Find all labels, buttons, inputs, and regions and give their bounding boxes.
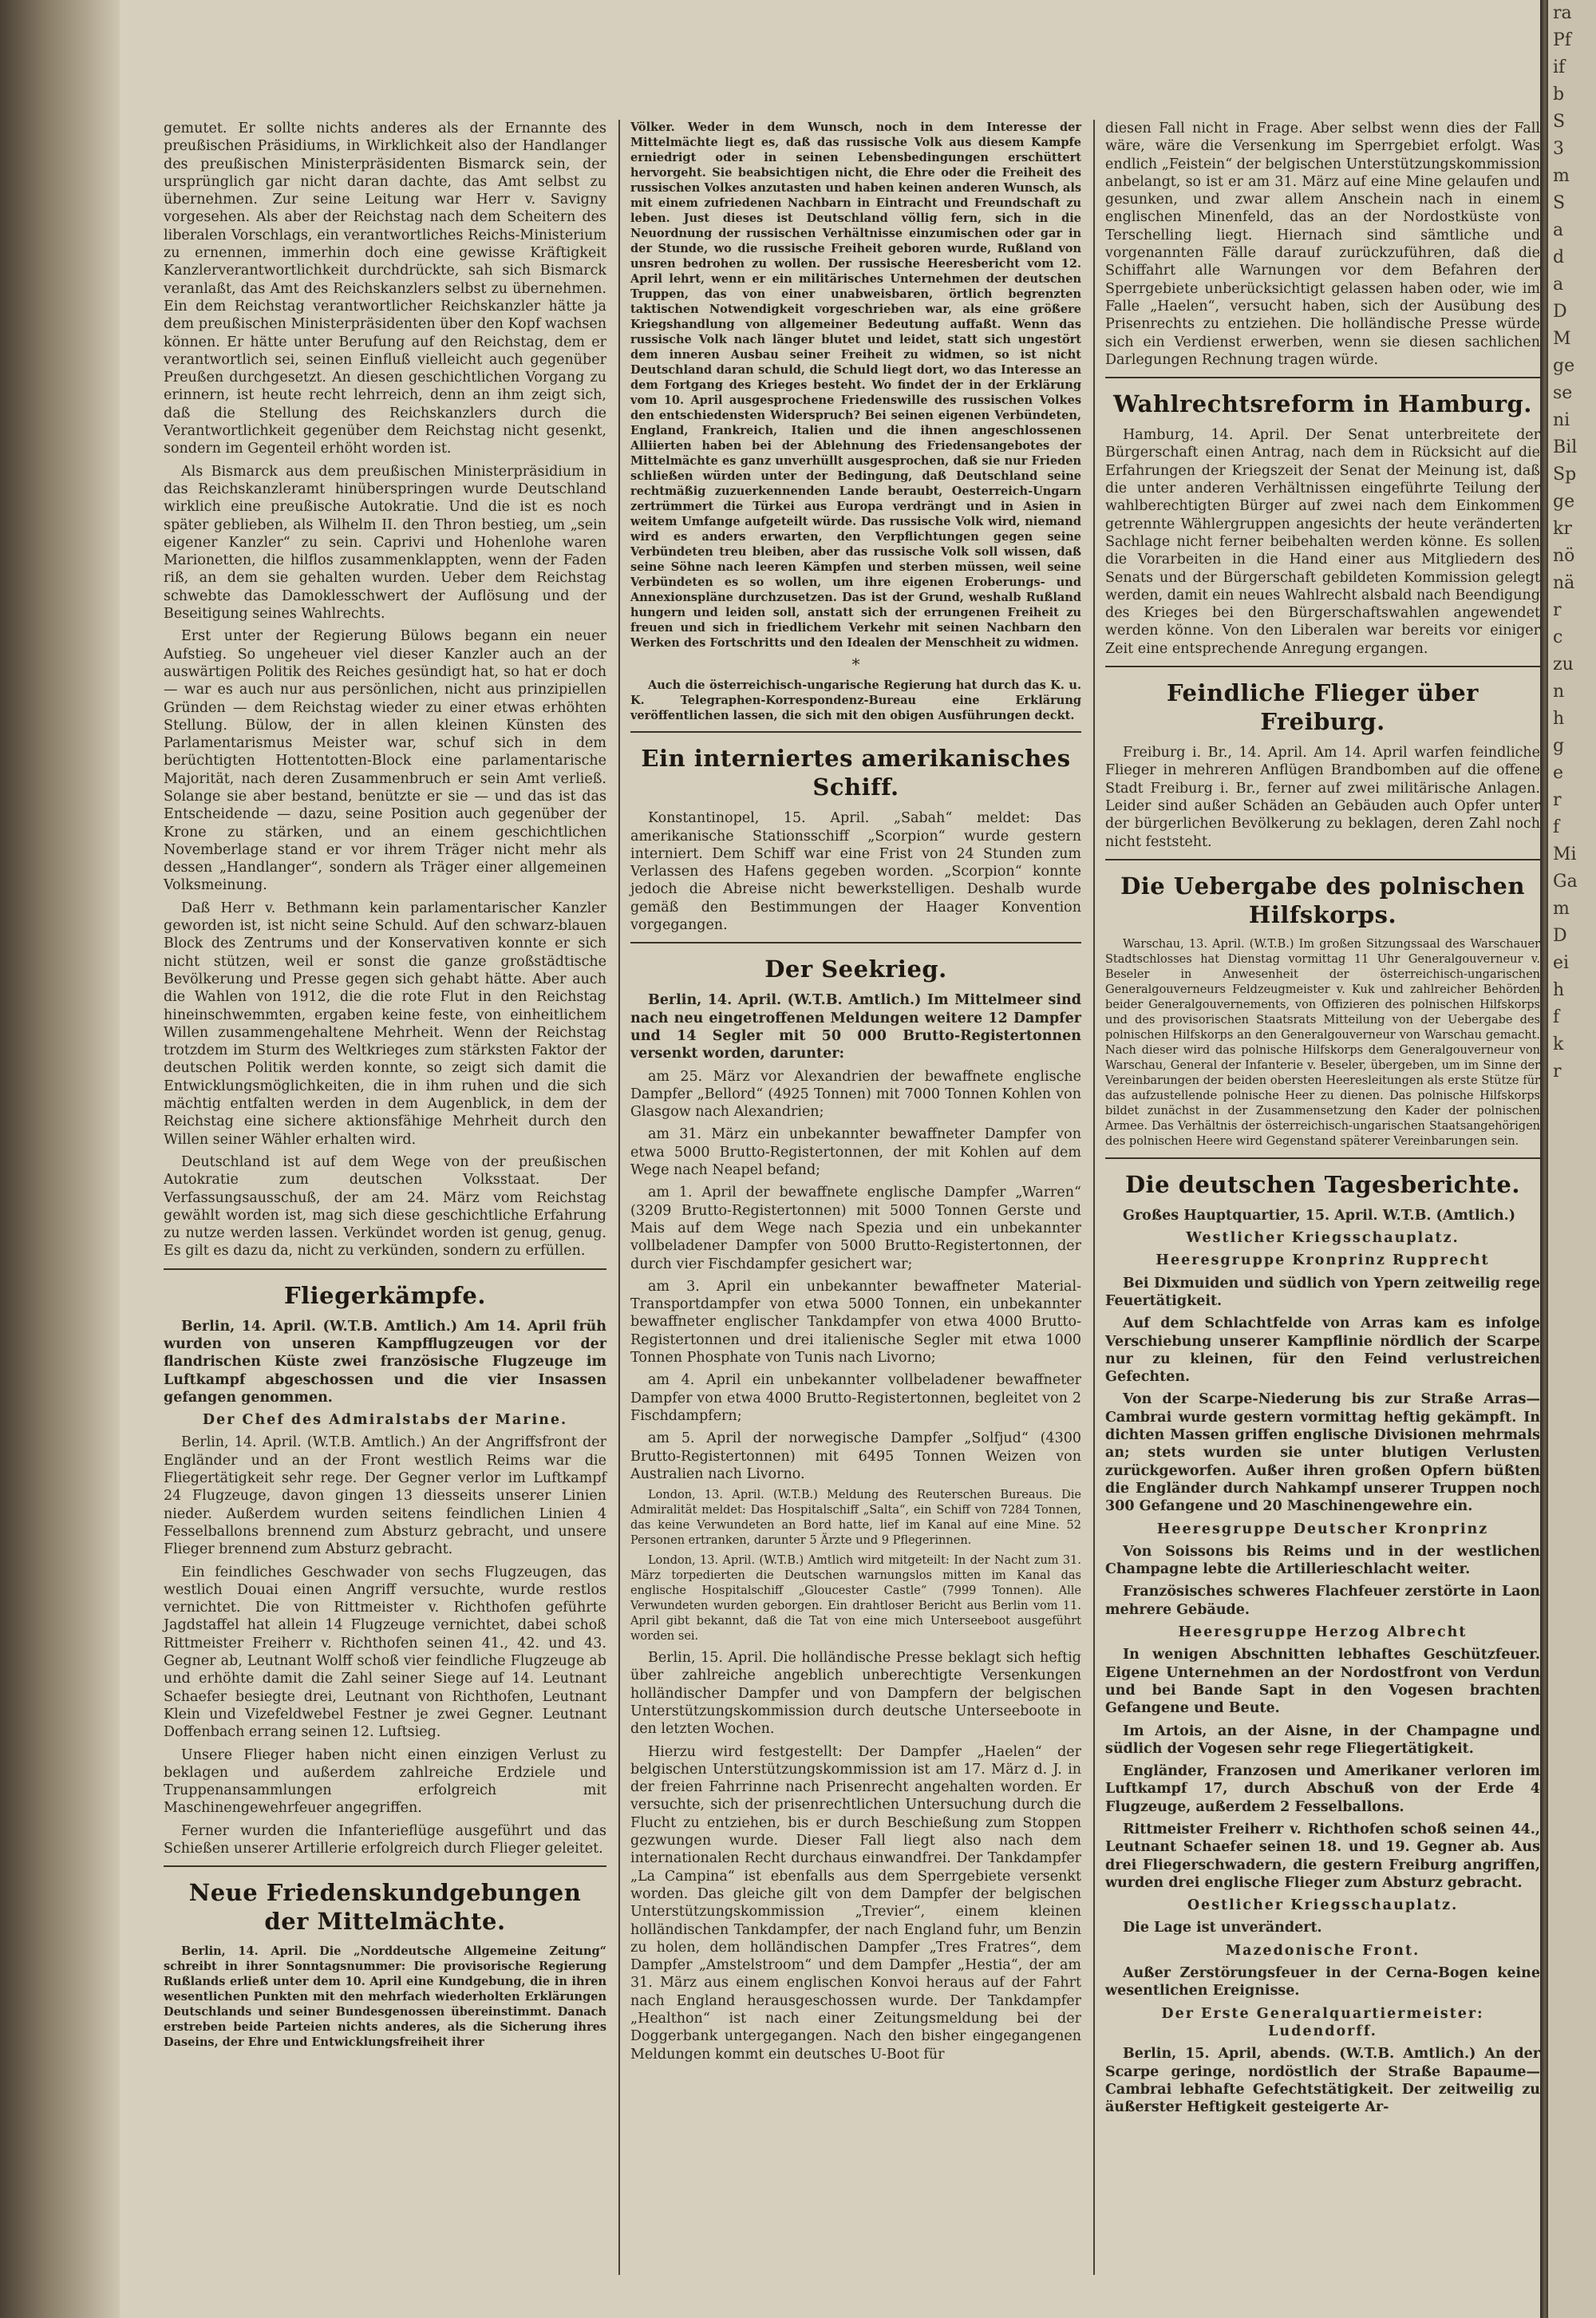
- report-item: Rittmeister Freiherr v. Richthofen schoß seinen 44., Leutnant Schaefer seinen 18. und 19. Gegner ab. Aus drei Fliegerschwadern, die gestern Freiburg angriffen, wurden drei englische Flieger zum Absturz gebracht.: [1105, 1822, 1540, 1891]
- edge-fragment: f: [1553, 1007, 1560, 1027]
- news-item: London, 13. April. (W.T.B.) Amtlich wird mitgeteilt: In der Nacht zum 31. März torpedierten die Deutschen warnungslos mitten im Kanal das englische Hospitalschiff „Gloucester Castle“ (7999 Tonnen). Alle Verwundeten wurden geborgen. Ein drahtloser Bericht aus Berlin vom 11. April gibt bekannt, daß die Tat von eine mich Unterseeboot ausgeführt worden sei.: [630, 1554, 1081, 1644]
- edge-fragment: S: [1553, 193, 1566, 213]
- edge-fragment: f: [1553, 817, 1560, 837]
- column-3: [1105, 120, 1540, 2121]
- edge-fragment: r: [1553, 790, 1562, 810]
- adjacent-page-fragments: [1548, 0, 1596, 1086]
- edge-fragment: m: [1553, 899, 1570, 919]
- news-item: am 31. März ein unbekannter bewaffneter Dampfer von etwa 5000 Brutto-Registertonnen, der mit Kohlen auf dem Wege nach Neapel befand;: [630, 1126, 1081, 1179]
- edge-fragment: e: [1553, 763, 1564, 783]
- news-item: Unsere Flieger haben nicht einen einzigen Verlust zu beklagen und außerdem zahlreiche Erdziele und Truppenansammlungen erfolgreich mit Maschinengewehrfeuer angegriffen.: [164, 1746, 606, 1817]
- report-subheading: Heeresgruppe Herzog Albrecht: [1178, 1624, 1468, 1641]
- news-item: Freiburg i. Br., 14. April. Am 14. April warfen feindliche Flieger in mehreren Anflügen Brandbomben auf die offene Stadt Freiburg i. Br., ferner auf zwei militärische Anlagen. Leider sind außer Schäden an Gebäuden auch Opfer unter der bürgerlichen Bevölkerung zu beklagen, deren Zahl noch nicht feststeht.: [1105, 745, 1540, 850]
- edge-fragment: Pf: [1553, 30, 1571, 50]
- headline-friedenskundgebungen: Neue Friedenskundgebungen der Mittelmächte.: [188, 1879, 582, 1936]
- article-paragraph: Als Bismarck aus dem preußischen Ministerpräsidium in das Reichskanzleramt hinüberspringen wurde Deutschland wirklich eine preußische Autokratie. Und die ist es noch später geblieben, als Wilhelm II. den Thron bestieg, um „sein eigener Kanzler“ zu sein. Caprivi und Hohenlohe waren Marionetten, die hilflos zusammenklappten, wenn der Faden riß, an dem sie gehalten wurden. Ueber dem Reichstag schwebte das Damoklesschwert der Auflösung und der Beseitigung seines Wahlrechts.: [164, 463, 606, 623]
- report-item: Im Artois, an der Aisne, in der Champagne und südlich der Vogesen sehr rege Fliegertätigkeit.: [1105, 1723, 1540, 1757]
- news-item: London, 13. April. (W.T.B.) Meldung des Reuterschen Bureaus. Die Admiralität meldet: Das Hospitalschiff „Salta“, ein Schiff von 7284 Tonnen, das keine Verwundeten an Bord hatte, lief im Kanal auf eine Mine. 52 Personen ertranken, darunter 5 Ärzte und 9 Pflegerinnen.: [630, 1489, 1081, 1548]
- section-divider: [1105, 859, 1540, 860]
- edge-fragment: S: [1553, 112, 1566, 132]
- news-item: am 3. April ein unbekannter bewaffneter Material-Transportdampfer von etwa 5000 Tonnen, ein unbekannter bewaffneter englischer Tankdampfer von etwa 4000 Brutto-Registertonnen und drei italienische Segler mit etwa 1000 Tonnen Phosphate von Tunis nach Livorno;: [630, 1278, 1081, 1367]
- edge-fragment: 3: [1553, 139, 1564, 159]
- news-item: Berlin, 14. April. Die „Norddeutsche Allgemeine Zeitung“ schreibt in ihrer Sonntagsnummer: Die provisorische Regierung Rußlands erließ unter dem 10. April eine Kundgebung, die in ihren wesentlichen Punkten mit den mehrfach wiederholten Erklärungen Deutschlands und seiner Bundesgenossen übereinstimmt. Danach erstreben beide Parteien nichts anderes, als die Sicherung ihres Daseins, der Ehre und Entwicklungsfreiheit ihrer: [164, 1944, 606, 2050]
- edge-fragment: nä: [1553, 573, 1575, 593]
- report-subheading: Heeresgruppe Kronprinz Rupprecht: [1156, 1252, 1490, 1269]
- edge-fragment: d: [1553, 247, 1565, 267]
- news-item: Berlin, 14. April. (W.T.B. Amtlich.) An der Angriffsfront der Engländer und an der Front westlich Reims war die Fliegertätigkeit sehr rege. Der Gegner verlor im Luftkampf 24 Flugzeuge, davon gingen 13 diesseits unserer Linien nieder. Außerdem wurden seitens feindlichen Linien 4 Fesselballons brennend zum Absturz gebracht, und unsere Flieger brennend zum Absturz gebracht.: [164, 1434, 606, 1558]
- edge-fragment: Ga: [1553, 872, 1578, 892]
- edge-fragment: h: [1553, 980, 1565, 1000]
- signature: Der Chef des Admiralstabs der Marine.: [202, 1412, 568, 1429]
- news-item: Berlin, 14. April. (W.T.B. Amtlich.) Am 14. April früh wurden von unseren Kampfflugzeugen vor der flandrischen Küste zwei französische Flugzeuge im Luftkampf abgeschossen und die vier Insassen gefangen genommen.: [164, 1318, 606, 1406]
- edge-fragment: Sp: [1553, 465, 1577, 485]
- headline-seekrieg: Der Seekrieg.: [764, 955, 947, 983]
- headline-flieger-freiburg: Feindliche Flieger über Freiburg.: [1167, 679, 1479, 736]
- edge-fragment: ei: [1553, 953, 1570, 973]
- column-2: [630, 120, 1081, 2068]
- section-divider: [630, 942, 1081, 943]
- headline-polnisches-hilfskorps: Die Uebergabe des polnischen Hilfskorps.: [1120, 872, 1525, 928]
- edge-fragment: ge: [1553, 356, 1575, 376]
- report-item: Bei Dixmuiden und südlich von Ypern zeitweilig rege Feuertätigkeit.: [1105, 1275, 1540, 1309]
- news-item: am 4. April ein unbekannter vollbeladener bewaffneter Dampfer von etwa 4000 Brutto-Registertonnen, begleitet von 2 Fischdampfern;: [630, 1372, 1081, 1424]
- edge-fragment: c: [1553, 627, 1563, 647]
- report-subheading: Westlicher Kriegsschauplatz.: [1186, 1230, 1460, 1247]
- edge-fragment: se: [1553, 383, 1573, 403]
- headline-wahlrechtsreform: Wahlrechtsreform in Hamburg.: [1113, 390, 1532, 418]
- report-item: Außer Zerstörungsfeuer in der Cerna-Bogen keine wesentlichen Ereignisse.: [1105, 1965, 1540, 2000]
- edge-fragment: Bil: [1553, 437, 1578, 457]
- column-rule: [618, 120, 620, 2275]
- column-1: [164, 120, 606, 2055]
- section-divider: [164, 1865, 606, 1867]
- edge-fragment: b: [1553, 85, 1565, 105]
- report-item: Französisches schweres Flachfeuer zerstörte in Laon mehrere Gebäude.: [1105, 1584, 1540, 1618]
- signature: Der Erste Generalquartiermeister: Ludendorff.: [1161, 2005, 1484, 2039]
- edge-fragment: ra: [1553, 3, 1572, 23]
- report-item: Von der Scarpe-Niederung bis zur Straße Arras—Cambrai wurde gestern vormittag heftig gekämpft. In dichten Massen griffen englische Divisionen mehrmals an; stets wurden sie unter blutigen Verlusten zurückgeworfen. Außer ihren großen Opfern büßten die Engländer durch Nahkampf unserer Truppen noch 300 Gefangene und 20 Maschinengewehre ein.: [1105, 1391, 1540, 1515]
- article-paragraph: Erst unter der Regierung Bülows begann ein neuer Aufstieg. So ungeheuer viel dieser Kanzler auch an der auswärtigen Politik des Reiches gesündigt hat, so hat er doch — war es auch nur aus persönlichen, nicht aus prinzipiellen Gründen — dem Reichstag wieder zu einer etwas erhöhten Stellung. Bülow, der in allen kleinen Künsten des Parlamentarismus Meister war, schuf sich in dem berüchtigten Hottentotten-Block eine parlamentarische Majorität, nach deren Zusammenbruch er sein Amt verließ. Solange sie aber bestand, benützte er sie — und das ist das Entscheidende — dazu, seine Position auch gegenüber der Krone zu stärken, und an einem geschichtlichen Novemberlage stand er vor ihrem Träger nicht mehr als dessen „Handlanger“, sondern als Träger einer allgemeinen Volksmeinung.: [164, 628, 606, 894]
- page-binding: [0, 0, 120, 2318]
- report-dateline: Großes Hauptquartier, 15. April. W.T.B. (Amtlich.): [1123, 1207, 1516, 1224]
- article-paragraph: Völker. Weder in dem Wunsch, noch in dem Interesse der Mittelmächte liegt es, daß das russische Volk aus diesem Kampfe erniedrigt oder in seinen Lebensbedingungen erschüttert hervorgeht. Sie beabsichtigen nicht, die Ehre oder die Freiheit des russischen Volkes anzutasten und haben keinen anderen Wunsch, als mit einem zufriedenen Nachbarn in Eintracht und Freundschaft zu leben. Just dieses ist Deutschland völlig fern, sich in die Neuordnung der russischen Verhältnisse einzumischen oder gar in der Stunde, wo die russische Freiheit geboren wurde, Rußland von unsren bedrohen zu wollen. Der russische Heeresbericht vom 12. April lehrt, wenn er ein militärisches Unternehmen der deutschen Truppen, das von einer unabweisbaren, örtlich begrenzten taktischen Notwendigkeit vorgeschrieben war, als eine größere Kriegshandlung von allgemeiner Bedeutung auffaßt. Wenn das russische Volk nach länger blutet und leidet, statt sich ungestört dem inneren Ausbau seiner Freiheit zu widmen, so ist nicht Deutschland daran schuld, die Schuld liegt dort, wo das Interesse an dem Fortgang des Krieges besteht. Wo findet der in der Erklärung vom 10. April ausgesprochene Friedenswille des russischen Volkes den entschiedensten Widerspruch? Bei seinen eigenen Verbündeten, England, Frankreich, Italien und die ihnen angeschlossenen Alliierten haben bei der Ablehnung des Friedensangebotes der Mittelmächte es ganz unverhüllt ausgesprochen, daß sie nur Frieden schließen würden unter der Bedingung, daß Deutschland seine rechtmäßig zuzuerkennenden Lande beraubt, Oesterreich-Ungarn zertrümmert die Türkei aus Europa verdrängt und in Asien in weitem Umfange aufgeteilt würde. Das russische Volk wird, niemand wird es anders erwarten, den Verpflichtungen gegen seine Verbündeten treu bleiben, aber das russische Volk soll wissen, daß seine Söhne nach leeren Kämpfen und sterben müssen, weil seine Verbündeten es so wollen, um ihre eigenen Eroberungs- und Annexionspläne durchzusetzen. Das ist der Grund, weshalb Rußland hungern und leiden soll, anstatt sich der errungenen Freiheit zu freuen und sich in friedlichem Verkehr mit seinen Nachbarn den Werken des Fortschritts und den Idealen der Menschheit zu widmen.: [630, 121, 1081, 650]
- edge-fragment: ge: [1553, 492, 1575, 512]
- article-paragraph: Deutschland ist auf dem Wege von der preußischen Autokratie zum deutschen Volksstaat. Der Verfassungsausschuß, der am 24. März vom Reichstag gewählt worden ist, mag sich diese geschichtliche Erfahrung zu nutze werden lassen. Verkündet worden ist genug, genug. Es gilt es dazu da, nicht zu verkünden, sondern zu erfüllen.: [164, 1153, 606, 1260]
- edge-fragment: r: [1553, 600, 1562, 620]
- edge-fragment: a: [1553, 275, 1564, 295]
- edge-fragment: a: [1553, 220, 1564, 240]
- report-subheading: Oestlicher Kriegsschauplatz.: [1187, 1897, 1459, 1914]
- report-item: Die Lage ist unverändert.: [1123, 1920, 1322, 1936]
- edge-fragment: D: [1553, 926, 1567, 946]
- page-gutter: [1540, 0, 1548, 2318]
- news-item: am 5. April der norwegische Dampfer „Solfjud“ (4300 Brutto-Registertonnen) mit 6495 Tonnen Weizen von Australien nach Livorno.: [630, 1430, 1081, 1482]
- headline-fliegerkaempfe: Fliegerkämpfe.: [284, 1281, 486, 1309]
- news-item: Ein feindliches Geschwader von sechs Flugzeugen, das westlich Douai einen Angriff versuchte, wurde restlos vernichtet. Die von Rittmeister v. Richthofen geführte Jagdstaffel hat allein 14 Flugzeuge vernichtet, dabei schoß Rittmeister Freiherr v. Richthofen seinen 41., 42. und 43. Gegner ab, Leutnant Wolff schoß vier feindliche Flugzeuge ab und erhöhte damit die Zahl seiner Siege auf 14. Leutnant Schaefer besiegte drei, Leutnant von Richthofen, Leutnant Klein und Vizefeldwebel Festner je zwei Gegner. Leutnant Doffenbach errang seinen 12. Luftsieg.: [164, 1564, 606, 1741]
- report-item: In wenigen Abschnitten lebhaftes Geschützfeuer. Eigene Unternehmen an der Nordostfront von Verdun und bei Bande Sapt in den Vogesen brachten Gefangene und Beute.: [1105, 1647, 1540, 1717]
- article-paragraph: gemutet. Er sollte nichts anderes als der Ernannte des preußischen Präsidiums, in Wirklichkeit also der Handlanger des preußischen Ministerpräsidenten Bismarck sein, der ursprünglich gar nicht daran dachte, das Amt selbst zu übernehmen. Zur seine Leitung war Herr v. Savigny vorgesehen. Als aber der Reichstag nach dem Scheitern des liberalen Vorschlags, ein verantwortliches Reichs-Ministerium zu ernennen, immerhin doch eine gewisse Kräftigkeit Kanzlerverantwortlichkeit durchdrückte, sah sich Bismarck veranlaßt, das Amt des Reichskanzlers selbst zu übernehmen. Ein dem Reichstag verantwortlicher Reichskanzler hätte ja dem preußischen Ministerpräsidenten über den Kopf wachsen können. Er hätte unter Berufung auf den Reichstag, dem er verantwortlich sei, seinen Einfluß vielleicht auch gegenüber Preußen durchgesetzt. An diesen geschichtlichen Vorgang zu erinnern, ist heute recht lehrreich, denn an ihm zeigt sich, daß die Stellung des Reichskanzlers durch die Verantwortlichkeit gegenüber dem Reichstag nicht gesenkt, sondern im Gegenteil erhöht worden ist.: [164, 121, 606, 457]
- edge-fragment: h: [1553, 709, 1565, 729]
- headline-tagesberichte: Die deutschen Tagesberichte.: [1125, 1170, 1520, 1198]
- news-item: Warschau, 13. April. (W.T.B.) Im großen Sitzungssaal des Warschauer Stadtschlosses hat Dienstag vormittag 11 Uhr Generalgouverneur v. Beseler in Anwesenheit der österreichisch-ungarischen Generalgouverneurs Feldzeugmeister v. Kuk und zahlreicher Behörden beider Generalgouvernements, von Offizieren des polnischen Hilfskorps und des provisorischen Staatsrats Mitteilung von der Uebergabe des polnischen Hilfskorps an den Generalgouverneur von Warschau gemacht. Nach dieser wird das polnische Hilfskorps dem Generalgouverneur von Warschau, General der Infanterie v. Beseler, übergeben, um im Sinne der Vereinbarungen der beiden obersten Heeresleitungen als erste Stütze für das aufzustellende polnische Heer zu dienen. Das polnische Hilfskorps bildet zunächst in der Zusammensetzung den Kader der polnischen Armee. Das Verhältnis der österreichisch-ungarischen Staatsangehörigen des polnischen Heere wird Gegenstand späterer Vereinbarungen sein.: [1105, 937, 1540, 1148]
- section-divider: [630, 731, 1081, 733]
- news-item: Konstantinopel, 15. April. „Sabah“ meldet: Das amerikanische Stationsschiff „Scorpion“ wurde gestern interniert. Dem Schiff war eine Frist von 24 Stunden zum Verlassen des Hafens gegeben worden. „Scorpion“ konnte jedoch die Abreise nicht bewerkstelligen. Deshalb wurde gemäß den Bestimmungen der Haager Konvention vorgegangen.: [630, 810, 1081, 934]
- report-item: Von Soissons bis Reims und in der westlichen Champagne lebte die Artillerieschlacht weiter.: [1105, 1543, 1540, 1578]
- report-item: Engländer, Franzosen und Amerikaner verloren im Luftkampf 17, durch Abschuß von der Erde 4 Flugzeuge, außerdem 2 Fesselballons.: [1105, 1763, 1540, 1815]
- edge-fragment: M: [1553, 329, 1571, 349]
- edge-fragment: m: [1553, 166, 1570, 186]
- news-item: Hierzu wird festgestellt: Der Dampfer „Haelen“ der belgischen Unterstützungskommission ist am 17. März d. J. in der freien Fahrrinne nach Prisenrecht angehalten worden. Er versuchte, sich der prisenrechtlichen Untersuchung durch die Flucht zu entziehen, bis er durch Beschießung zum Stoppen gezwungen wurde. Dieser Fall liegt also nach dem internationalen Recht durchaus einwandfrei. Der Tankdampfer „La Campina“ ist ebenfalls aus dem Sperrgebiete versenkt worden. Das gleiche gilt von dem Dampfer der belgischen Unterstützungskommission „Trevier“, einem kleinen holländischen Tankdampfer, der nach England fuhr, um Benzin zu holen, dem holländischen Dampfer „Tres Fratres“, dem Dampfer „Amstelstroom“ und dem Dampfer „Hestia“, der am 31. März aus einem englischen Konvoi heraus auf der Fahrt nach England herausgeschossen wurde. Der Tankdampfer „Healthon“ ist nach einer Zeitungsmeldung bei der Doggerbank untergegangen. Nach den bisher eingegangenen Meldungen kommt ein deutsches U-Boot für: [630, 1743, 1081, 2063]
- edge-fragment: Mi: [1553, 845, 1577, 864]
- news-item: am 25. März vor Alexandrien der bewaffnete englische Dampfer „Bellord“ (4925 Tonnen) mit 7000 Tonnen Kohlen von Glasgow nach Alexandrien;: [630, 1068, 1081, 1121]
- news-item: Hamburg, 14. April. Der Senat unterbreitete der Bürgerschaft einen Antrag, nach dem in Rücksicht auf die Erfahrungen der Kriegszeit der Senat der Meinung ist, daß die unter anderen Verhältnissen eingeführte Teilung der wahlberechtigten Bürger auf zwei nach dem Einkommen getrennte Wählergruppen angesichts der heute veränderten Sachlage nicht ferner beibehalten werden könne. Es sollen die Vorarbeiten in die Hand einer aus Mitgliedern des Senats und der Bürgerschaft gebildeten Kommission gelegt werden, damit ein neues Wahlrecht alsbald nach Beendigung des Krieges bei den Bürgerschaftswahlen angewendet werden könne. Von den Liberalen war bereits vor einiger Zeit eine entsprechende Anregung ergangen.: [1105, 427, 1540, 657]
- edge-fragment: k: [1553, 1034, 1564, 1054]
- news-item: Berlin, 15. April. Die holländische Presse beklagt sich heftig über zahlreiche angeblich unberechtigte Versenkungen holländischer Dampfer und von Dampfern der belgischen Unterstützungskommission durch deutsche Unterseeboote in den letzten Wochen.: [630, 1650, 1081, 1738]
- edge-fragment: g: [1553, 736, 1565, 756]
- news-item: Berlin, 14. April. (W.T.B. Amtlich.) Im Mittelmeer sind nach neu eingetroffenen Meldungen weitere 12 Dampfer und 14 Segler mit 50 000 Brutto-Registertonnen versenkt worden, darunter:: [630, 992, 1081, 1062]
- column-rule: [1093, 120, 1095, 2275]
- edge-fragment: ni: [1553, 410, 1570, 430]
- report-item: Auf dem Schlachtfelde von Arras kam es infolge Verschiebung unserer Kampflinie nördlich der Scarpe nur zu kleinen, für den Feind verlustreichen Gefechten.: [1105, 1315, 1540, 1386]
- headline-interniertes-schiff: Ein interniertes amerikanisches Schiff.: [641, 745, 1071, 801]
- edge-fragment: nö: [1553, 546, 1575, 566]
- edge-fragment: r: [1553, 1062, 1562, 1082]
- edge-fragment: kr: [1553, 519, 1572, 539]
- news-item: Ferner wurden die Infanterieflüge ausgeführt und das Schießen unserer Artillerie erfolgreich durch Flieger geleitet.: [164, 1822, 606, 1857]
- section-divider: [164, 1268, 606, 1270]
- section-divider: [1105, 377, 1540, 378]
- section-divider: [1105, 666, 1540, 667]
- edge-fragment: zu: [1553, 655, 1574, 674]
- article-paragraph: Auch die österreichisch-ungarische Regierung hat durch das K. u. K. Telegraphen-Korrespondenz-Bureau eine Erklärung veröffentlichen lassen, die sich mit den obigen Ausführungen deckt.: [630, 678, 1081, 723]
- section-divider: [1105, 1157, 1540, 1159]
- report-subheading: Heeresgruppe Deutscher Kronprinz: [1156, 1521, 1489, 1537]
- edge-fragment: n: [1553, 682, 1565, 702]
- edge-fragment: if: [1553, 57, 1566, 77]
- separator-star: *: [851, 655, 860, 674]
- article-paragraph: diesen Fall nicht in Frage. Aber selbst wenn dies der Fall wäre, wäre die Versenkung im Sperrgebiet erfolgt. Was endlich „Feistein“ der belgischen Unterstützungskommission anbelangt, so ist er am 31. März auf eine Mine gelaufen und gesunken, und zwar allem Anschein nach in einem englischen Minenfeld, das an der Nordostküste von Terschelling liegt. Hiernach sind sämtliche und vorgenannten Fälle darauf zurückzuführen, daß die Schiffahrt alle Warnungen vor dem Befahren der Sperrgebiete unberücksichtigt gelassen haben oder, wie im Falle „Haelen“, versucht haben, sich der Ausübung des Prisenrechts zu entziehen. Die holländische Presse würde sich ein Verdienst erwerben, wenn sie diesen sachlichen Darlegungen Rechnung tragen würde.: [1105, 121, 1540, 368]
- article-paragraph: Daß Herr v. Bethmann kein parlamentarischer Kanzler geworden ist, ist nicht seine Schuld. Auf den schwarz-blauen Block des Zentrums und der Konservativen konnte er sich nicht stützen, weil er sonst die ganze großstädtische Bevölkerung und Presse gegen sich gehabt hätte. Aber auch die Wahlen von 1912, die die rote Flut in den Reichstag hineinschwemmten, ergaben keine feste, von einheitlichem Willen zusammengehaltene Mehrheit. Wenn der Reichstag trotzdem im Sturm des Weltkrieges zum stärksten Faktor der deutschen Politik werden konnte, so zeigt sich damit die Entwicklungsmöglichkeiten, die in ihm ruhen und die sich mächtig entfalten werden in dem Augenblick, in dem der Reichstag eine sichere aktionsfähige Mehrheit durch den Willen seiner Wähler erhalten wird.: [164, 900, 606, 1148]
- report-item: Berlin, 15. April, abends. (W.T.B. Amtlich.) An der Scarpe geringe, nordöstlich der Straße Bapaume—Cambrai lebhafte Gefechtstätigkeit. Der zeitweilig zu äußerster Heftigkeit gesteigerte Ar-: [1105, 2046, 1540, 2116]
- report-subheading: Mazedonische Front.: [1225, 1942, 1420, 1959]
- edge-fragment: D: [1553, 302, 1567, 322]
- adjacent-page-edge: [1548, 0, 1596, 2318]
- news-item: am 1. April der bewaffnete englische Dampfer „Warren“ (3209 Brutto-Registertonnen) mit 5000 Tonnen Gerste und Mais auf dem Wege nach Spezia und ein unbekannter vollbeladener Dampfer von 5000 Brutto-Registertonnen, der durch vier Fischdampfer gesichert war;: [630, 1185, 1081, 1272]
